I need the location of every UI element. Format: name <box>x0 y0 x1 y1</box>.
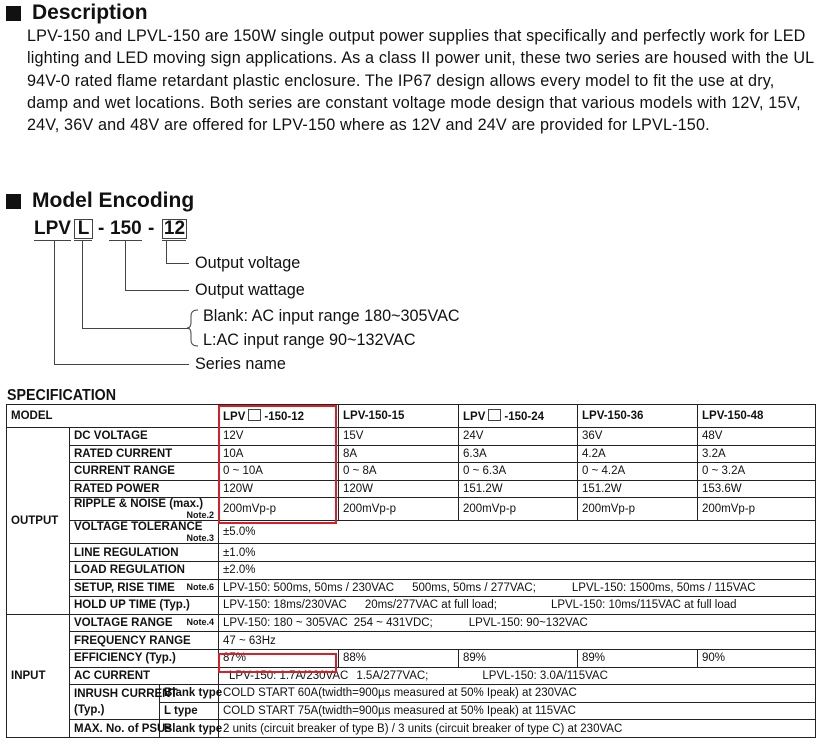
value-cell: ±1.0% <box>219 544 816 562</box>
row-label-text: (Typ.) <box>74 704 105 717</box>
row-label: DC VOLTAGE <box>70 428 219 446</box>
value-part: 500ms, 50ms / 277VAC; <box>412 581 536 594</box>
table-row <box>7 521 816 544</box>
spec-title: SPECIFICATION <box>7 387 117 404</box>
model-prefix: LPV <box>223 411 246 423</box>
encoding-heading-text: Model Encoding <box>32 189 195 212</box>
encoding-input-box: L <box>74 219 93 239</box>
row-label: EFFICIENCY (Typ.) <box>70 649 219 667</box>
sub-label: Blank type <box>160 720 219 738</box>
label-output-wattage: Output wattage <box>195 281 305 299</box>
table-row <box>7 649 816 667</box>
value-cell: 47 ~ 63Hz <box>219 632 816 650</box>
value-cell: 12V <box>219 428 339 446</box>
encoding-dash-2: - <box>148 218 155 239</box>
row-label-text: VOLTAGE TOLERANCE <box>74 521 203 534</box>
table-row <box>7 614 816 632</box>
encoding-wattage: 150 <box>110 218 142 239</box>
table-row <box>7 632 816 650</box>
note-ref: Note.2 <box>186 510 214 521</box>
value-part: 254 ~ 431VDC; <box>353 617 433 630</box>
note-ref: Note.3 <box>186 533 214 544</box>
row-label <box>70 614 219 632</box>
value-cell: 151.2W <box>459 480 578 498</box>
value-cell: 24V <box>459 428 578 446</box>
value-cell: 4.2A <box>578 445 698 463</box>
sub-label: L type <box>160 702 219 720</box>
value-cell: 48V <box>698 428 816 446</box>
row-label: LOAD REGULATION <box>70 561 219 579</box>
value-cell: 200mVp-p <box>459 498 578 521</box>
row-label-text: INRUSH CURRENT <box>74 688 178 701</box>
value-cell: 90% <box>698 649 816 667</box>
row-label-text: RIPPLE & NOISE (max.) <box>74 498 204 511</box>
value-cell: 0 ~ 3.2A <box>698 463 816 481</box>
value-cell: 3.2A <box>698 445 816 463</box>
value-cell: 8A <box>339 445 459 463</box>
table-row <box>7 405 816 428</box>
encoding-dash-1: - <box>98 218 105 239</box>
label-blank-input: Blank: AC input range 180~305VAC <box>203 307 460 325</box>
description-text: LPV-150 and LPVL-150 are 150W single output power supplies that specifically and perfectly work for LED lighting and LED moving sign applications. As a class II power unit, these two series are housed with the UL 94V-0 rated flame retardant plastic enclosure. The IP67 design allows every model to fit the use at dry, damp and wet locations. Both series are constant voltage mode design that various models with 12V, 15V, 24V, 36V and 48V are offered for LPV-150 where as 12V and 24V are provided for LPVL-150. <box>27 27 814 135</box>
row-label: MAX. No. of PSUs <box>70 720 160 738</box>
value-cell <box>219 597 816 615</box>
spec-table <box>6 404 816 738</box>
output-group-label: OUTPUT <box>7 428 70 615</box>
model-cell: LPV-150-48 <box>698 405 816 428</box>
table-row <box>7 544 816 562</box>
table-row <box>7 498 816 521</box>
highlight-efficiency-cell <box>218 653 337 673</box>
blank-box-icon <box>488 409 501 421</box>
highlight-model-column <box>218 405 337 524</box>
row-label <box>70 498 219 521</box>
row-label: RATED CURRENT <box>70 445 219 463</box>
value-cell: 0 ~ 10A <box>219 463 339 481</box>
value-cell: 15V <box>339 428 459 446</box>
table-row <box>7 667 816 685</box>
row-label <box>70 579 219 597</box>
model-label: MODEL <box>7 405 219 428</box>
model-cell: LPV-150-15 <box>339 405 459 428</box>
table-row <box>7 463 816 481</box>
note-ref: Note.6 <box>186 581 214 592</box>
model-cell: LPV-150-36 <box>578 405 698 428</box>
value-part: LPVL-150: 3.0A/115VAC <box>482 669 608 682</box>
value-cell: 10A <box>219 445 339 463</box>
table-row <box>7 597 816 615</box>
value-part: LPVL-150: 1500ms, 50ms / 115VAC <box>571 581 756 594</box>
note-ref: Note.4 <box>186 617 214 628</box>
label-output-voltage: Output voltage <box>195 254 301 272</box>
value-cell: 6.3A <box>459 445 578 463</box>
table-row <box>7 720 816 738</box>
value-cell: ±5.0% <box>219 521 816 544</box>
value-part: 20ms/277VAC at full load; <box>364 599 497 612</box>
value-cell: 200mVp-p <box>219 498 339 521</box>
row-label: HOLD UP TIME (Typ.) <box>70 597 219 615</box>
table-row <box>7 561 816 579</box>
row-label: RATED POWER <box>70 480 219 498</box>
value-cell: ±2.0% <box>219 561 816 579</box>
value-cell <box>219 579 816 597</box>
row-label-text: SETUP, RISE TIME <box>74 581 175 594</box>
row-label: CURRENT RANGE <box>70 463 219 481</box>
value-part: LPV-150: 500ms, 50ms / 230VAC <box>223 581 395 594</box>
encoding-voltage-box: 12 <box>163 218 186 239</box>
value-cell <box>219 614 816 632</box>
value-cell: 0 ~ 4.2A <box>578 463 698 481</box>
value-cell: 200mVp-p <box>339 498 459 521</box>
table-row <box>7 685 816 703</box>
value-part: 1.5A/277VAC; <box>356 669 429 682</box>
table-row <box>7 480 816 498</box>
value-cell: 151.2W <box>578 480 698 498</box>
value-part: LPV-150: 1.7A/230VAC <box>229 669 349 682</box>
encoding-series: LPV <box>34 218 71 239</box>
value-cell: 87% <box>219 649 339 667</box>
label-series-name: Series name <box>195 355 286 373</box>
row-label <box>70 685 178 720</box>
value-cell: 89% <box>459 649 578 667</box>
row-label: AC CURRENT <box>70 667 219 685</box>
table-row <box>7 445 816 463</box>
table-row <box>7 428 816 446</box>
model-suffix: -150-12 <box>264 411 305 423</box>
value-cell: 88% <box>339 649 459 667</box>
value-cell: 89% <box>578 649 698 667</box>
value-cell: 200mVp-p <box>698 498 816 521</box>
model-cell <box>459 405 578 428</box>
value-cell: 200mVp-p <box>578 498 698 521</box>
row-label <box>70 521 219 544</box>
model-prefix: LPV <box>463 411 486 423</box>
value-cell: 120W <box>339 480 459 498</box>
value-cell: 0 ~ 8A <box>339 463 459 481</box>
value-cell: 0 ~ 6.3A <box>459 463 578 481</box>
row-label-text: VOLTAGE RANGE <box>74 617 173 630</box>
value-part: LPVL-150: 10ms/115VAC at full load <box>550 599 737 612</box>
value-cell: COLD START 60A(twidth=900µs measured at 50% Ipeak) at 230VAC <box>219 685 816 703</box>
sub-label: Blank type <box>160 685 219 703</box>
value-cell: 2 units (circuit breaker of type B) / 3 units (circuit breaker of type C) at 230VAC <box>219 720 816 738</box>
table-row <box>7 579 816 597</box>
value-part: LPV-150: 18ms/230VAC <box>223 599 347 612</box>
label-l-input: L:AC input range 90~132VAC <box>203 331 416 349</box>
value-part: LPV-150: 180 ~ 305VAC <box>223 617 348 630</box>
value-part: LPVL-150: 90~132VAC <box>468 617 588 630</box>
value-cell: 153.6W <box>698 480 816 498</box>
input-group-label: INPUT <box>7 614 70 737</box>
model-suffix: -150-24 <box>504 411 545 423</box>
value-cell: COLD START 75A(twidth=900µs measured at 50% Ipeak) at 115VAC <box>219 702 816 720</box>
value-cell: 36V <box>578 428 698 446</box>
description-heading-text: Description <box>32 1 148 24</box>
row-label: LINE REGULATION <box>70 544 219 562</box>
value-cell: 120W <box>219 480 339 498</box>
row-label: FREQUENCY RANGE <box>70 632 219 650</box>
